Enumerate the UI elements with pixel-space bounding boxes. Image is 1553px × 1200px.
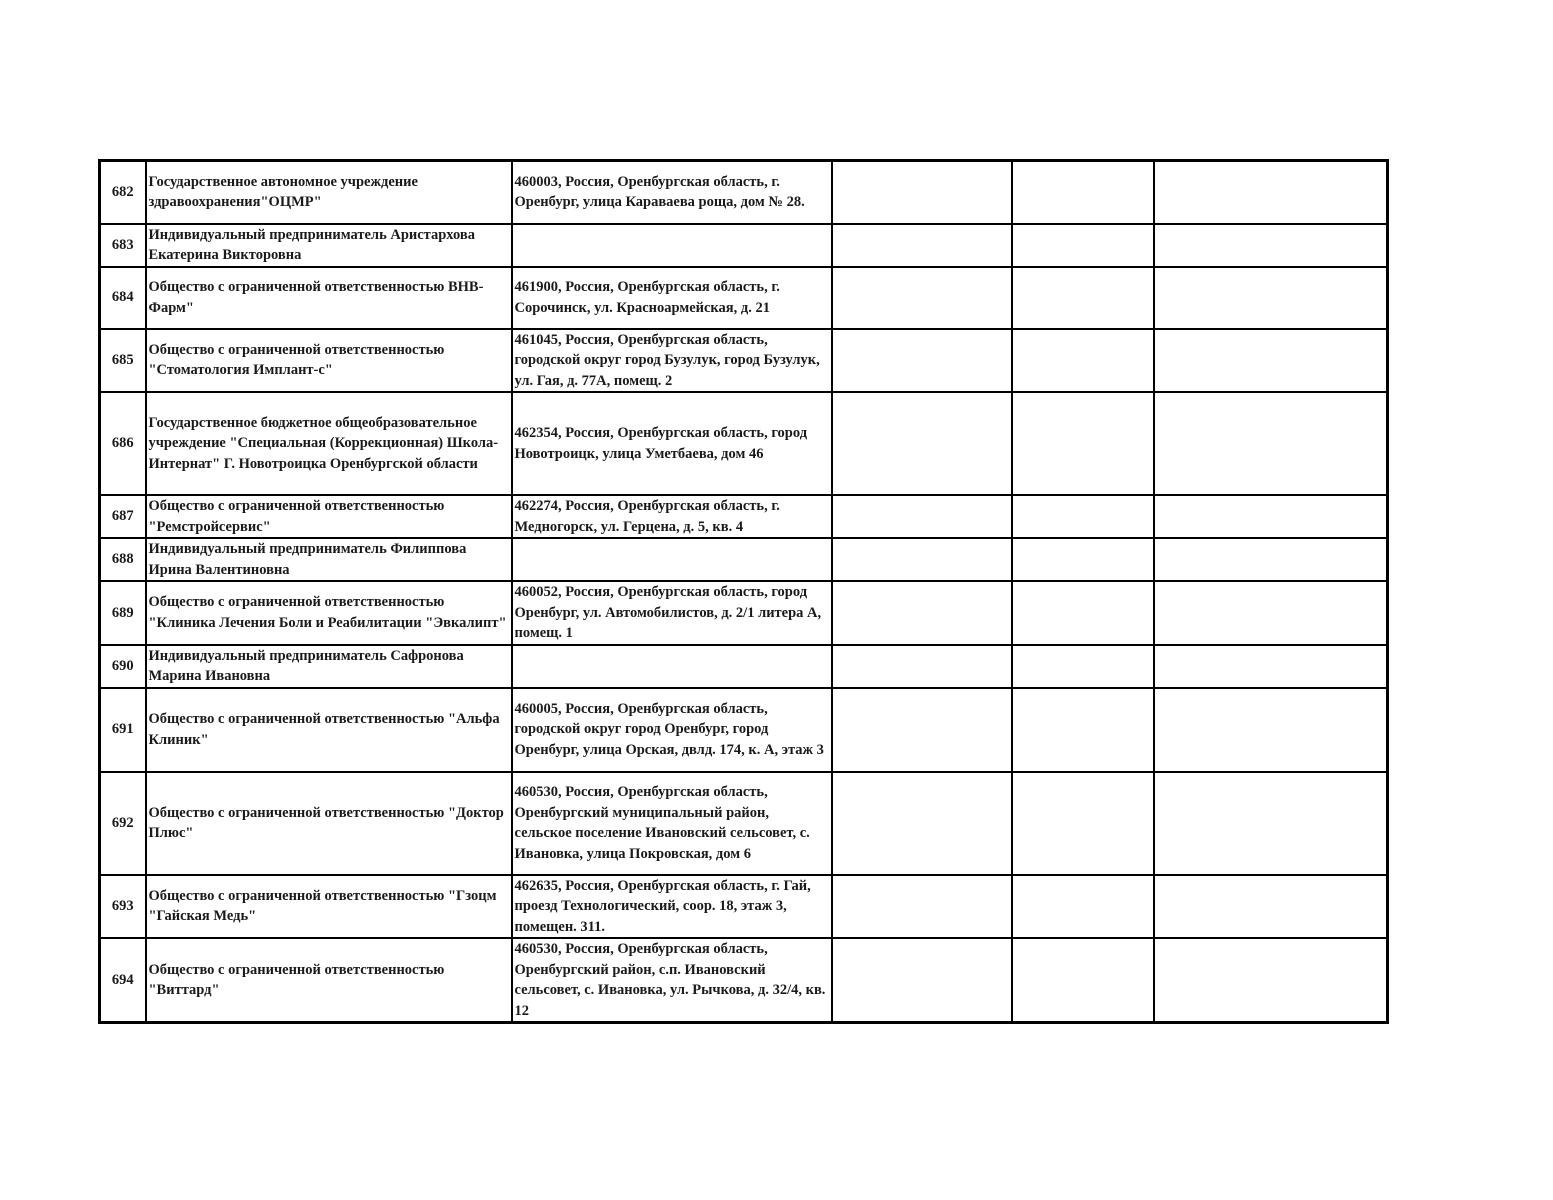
row-number: 690: [100, 645, 146, 688]
table-row: [100, 875, 1388, 939]
empty-cell: [1154, 224, 1388, 267]
empty-cell: [1012, 161, 1154, 224]
empty-cell: [1154, 581, 1388, 645]
table-row: [100, 161, 1388, 224]
row-number: 687: [100, 495, 146, 538]
empty-cell: [1012, 392, 1154, 495]
organization-address: 460005, Россия, Оренбургская область, городской округ город Оренбург, город Оренбург, улица Орская, двлд. 174, к. А, этаж 3: [512, 688, 832, 772]
empty-cell: [1154, 938, 1388, 1023]
table-row: [100, 329, 1388, 393]
empty-cell: [832, 688, 1012, 772]
organization-address: 462354, Россия, Оренбургская область, город Новотроицк, улица Уметбаева, дом 46: [512, 392, 832, 495]
empty-cell: [1012, 495, 1154, 538]
table-row: [100, 688, 1388, 772]
empty-cell: [832, 772, 1012, 875]
table-row: [100, 224, 1388, 267]
empty-cell: [832, 875, 1012, 939]
registry-table: [98, 159, 1389, 1024]
organization-address: 460530, Россия, Оренбургская область, Оренбургский район, с.п. Ивановский сельсовет, с. Ивановка, ул. Рычкова, д. 32/4, кв. 12: [512, 938, 832, 1023]
empty-cell: [1012, 224, 1154, 267]
empty-cell: [1012, 267, 1154, 329]
row-number: 682: [100, 161, 146, 224]
empty-cell: [1154, 772, 1388, 875]
empty-cell: [832, 329, 1012, 393]
row-number: 684: [100, 267, 146, 329]
organization-address: [512, 224, 832, 267]
organization-address: [512, 538, 832, 581]
organization-address: 462274, Россия, Оренбургская область, г. Медногорск, ул. Герцена, д. 5, кв. 4: [512, 495, 832, 538]
empty-cell: [1012, 581, 1154, 645]
empty-cell: [1154, 875, 1388, 939]
empty-cell: [1154, 267, 1388, 329]
empty-cell: [1012, 772, 1154, 875]
organization-name: Общество с ограниченной ответственностью "Альфа Клиник": [146, 688, 512, 772]
table-row: [100, 772, 1388, 875]
organization-address: 461045, Россия, Оренбургская область, городской округ город Бузулук, город Бузулук, ул. Гая, д. 77А, помещ. 2: [512, 329, 832, 393]
empty-cell: [1012, 688, 1154, 772]
empty-cell: [1012, 645, 1154, 688]
empty-cell: [1154, 329, 1388, 393]
organization-address: 460003, Россия, Оренбургская область, г. Оренбург, улица Караваева роща, дом № 28.: [512, 161, 832, 224]
organization-name: Общество с ограниченной ответственностью "Виттард": [146, 938, 512, 1023]
organization-name: Общество с ограниченной ответственностью "Доктор Плюс": [146, 772, 512, 875]
organization-name: Индивидуальный предприниматель Сафронова Марина Ивановна: [146, 645, 512, 688]
organization-name: Государственное бюджетное общеобразовательное учреждение "Специальная (Коррекционная) Школа-Интернат" Г. Новотроицка Оренбургской области: [146, 392, 512, 495]
table-row: [100, 538, 1388, 581]
organization-address: 462635, Россия, Оренбургская область, г. Гай, проезд Технологический, соор. 18, этаж 3, помещен. 311.: [512, 875, 832, 939]
row-number: 694: [100, 938, 146, 1023]
empty-cell: [1012, 875, 1154, 939]
row-number: 693: [100, 875, 146, 939]
empty-cell: [832, 161, 1012, 224]
empty-cell: [832, 392, 1012, 495]
row-number: 689: [100, 581, 146, 645]
organization-address: 460530, Россия, Оренбургская область, Оренбургский муниципальный район, сельское поселение Ивановский сельсовет, с. Ивановка, улица Покровская, дом 6: [512, 772, 832, 875]
table-row: [100, 581, 1388, 645]
row-number: 685: [100, 329, 146, 393]
row-number: 691: [100, 688, 146, 772]
table-row: [100, 495, 1388, 538]
table-row: [100, 938, 1388, 1023]
row-number: 692: [100, 772, 146, 875]
empty-cell: [1012, 329, 1154, 393]
organization-name: Общество с ограниченной ответственностью "Клиника Лечения Боли и Реабилитации "Эвкалипт": [146, 581, 512, 645]
organization-name: Общество с ограниченной ответственностью "Стоматология Имплант-с": [146, 329, 512, 393]
empty-cell: [832, 224, 1012, 267]
organization-name: Общество с ограниченной ответственностью "Ремстройсервис": [146, 495, 512, 538]
table-row: [100, 392, 1388, 495]
organization-name: Общество с ограниченной ответственностью "Гзоцм "Гайская Медь": [146, 875, 512, 939]
organization-address: 461900, Россия, Оренбургская область, г. Сорочинск, ул. Красноармейская, д. 21: [512, 267, 832, 329]
empty-cell: [1154, 688, 1388, 772]
row-number: 686: [100, 392, 146, 495]
empty-cell: [832, 538, 1012, 581]
empty-cell: [1154, 645, 1388, 688]
row-number: 683: [100, 224, 146, 267]
empty-cell: [1012, 938, 1154, 1023]
empty-cell: [832, 581, 1012, 645]
table-row: [100, 645, 1388, 688]
empty-cell: [1154, 495, 1388, 538]
organization-name: Общество с ограниченной ответственностью ВНВ-Фарм": [146, 267, 512, 329]
empty-cell: [832, 645, 1012, 688]
organization-address: 460052, Россия, Оренбургская область, город Оренбург, ул. Автомобилистов, д. 2/1 литера А, помещ. 1: [512, 581, 832, 645]
organization-name: Индивидуальный предприниматель Аристархова Екатерина Викторовна: [146, 224, 512, 267]
empty-cell: [832, 267, 1012, 329]
empty-cell: [1154, 392, 1388, 495]
empty-cell: [832, 495, 1012, 538]
empty-cell: [1012, 538, 1154, 581]
table-row: [100, 267, 1388, 329]
organization-name: Государственное автономное учреждение здравоохранения"ОЦМР": [146, 161, 512, 224]
organization-address: [512, 645, 832, 688]
organization-name: Индивидуальный предприниматель Филиппова Ирина Валентиновна: [146, 538, 512, 581]
empty-cell: [1154, 161, 1388, 224]
empty-cell: [832, 938, 1012, 1023]
empty-cell: [1154, 538, 1388, 581]
row-number: 688: [100, 538, 146, 581]
